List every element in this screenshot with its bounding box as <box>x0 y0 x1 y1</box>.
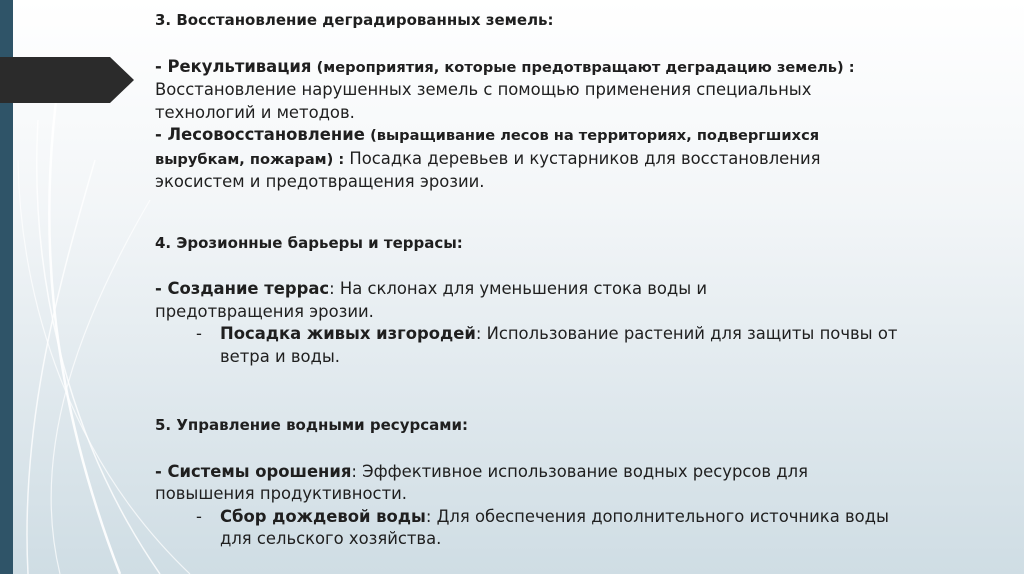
rainwater-text-1: Для обеспечения дополнительного источника воды <box>431 506 889 526</box>
reforestation-line-3: экосистем и предотвращения эрозии. <box>155 172 485 191</box>
rainwater-dash: - <box>196 506 202 526</box>
hedges-list-item <box>155 323 975 368</box>
section-3-heading <box>155 9 975 32</box>
rainwater-colon: : <box>425 506 432 526</box>
recultivation-line-1 <box>155 56 975 80</box>
irrigation-colon: : <box>351 461 357 481</box>
reforestation-term: - Лесовосстановление <box>155 125 365 144</box>
section-5-heading <box>155 414 975 437</box>
recultivation-line-2: Восстановление нарушенных земель с помощью применения специальных <box>155 80 812 99</box>
reforestation-text-1: Посадка деревьев и кустарников для восстановления <box>349 148 821 168</box>
slide-content <box>155 9 975 551</box>
recultivation-line-3: технологий и методов. <box>155 102 355 122</box>
section-4-heading <box>155 232 975 255</box>
terraces-line-1 <box>155 278 975 301</box>
rainwater-list-item <box>155 506 975 551</box>
curve-2 <box>37 120 160 574</box>
arrow-marker <box>0 57 134 103</box>
curve-1 <box>49 85 120 574</box>
section-3-title: 3. Восстановление деградированных земель <box>155 11 548 29</box>
hedges-line-1 <box>220 323 975 346</box>
hedges-text-1: Использование растений для защиты почвы от <box>481 324 898 343</box>
section-4-title: 4. Эрозионные барьеры и террасы <box>155 233 457 252</box>
reforestation-note-2: вырубкам, пожарам) : <box>155 150 345 168</box>
irrigation-line-2: повышения продуктивности. <box>155 484 407 503</box>
hedges-term: Посадка живых изгородей <box>220 324 476 343</box>
section-5-colon: : <box>462 416 469 434</box>
rainwater-line-2: для сельского хозяйства. <box>220 529 442 548</box>
section-5-title: 5. Управление водными ресурсами <box>155 416 463 434</box>
terraces-colon: : <box>329 279 335 298</box>
reforestation-line-1 <box>155 124 975 148</box>
irrigation-term: - Системы орошения <box>155 461 352 481</box>
terraces-text-1: На склонах для уменьшения стока воды и <box>334 279 708 298</box>
hedges-line-2: ветра и воды. <box>220 346 340 366</box>
hedges-colon: : <box>475 324 482 343</box>
section-3-colon: : <box>547 11 554 29</box>
irrigation-line-1 <box>155 461 975 484</box>
rainwater-term: Сбор дождевой воды <box>220 506 426 526</box>
terraces-line-2: предотвращения эрозии. <box>155 301 374 321</box>
reforestation-note-1: (выращивание лесов на территориях, подвергшихся <box>370 127 820 144</box>
rainwater-line-1 <box>220 506 975 529</box>
irrigation-text-1: Эффективное использование водных ресурсов для <box>356 461 808 481</box>
recultivation-note: (мероприятия, которые предотвращают деградацию земель) : <box>316 58 855 76</box>
terraces-term: - Создание террас <box>155 279 330 298</box>
reforestation-line-2 <box>155 148 975 172</box>
section-4-colon: : <box>456 233 463 252</box>
recultivation-term: - Рекультивация <box>155 56 312 76</box>
hedges-dash: - <box>196 324 202 343</box>
